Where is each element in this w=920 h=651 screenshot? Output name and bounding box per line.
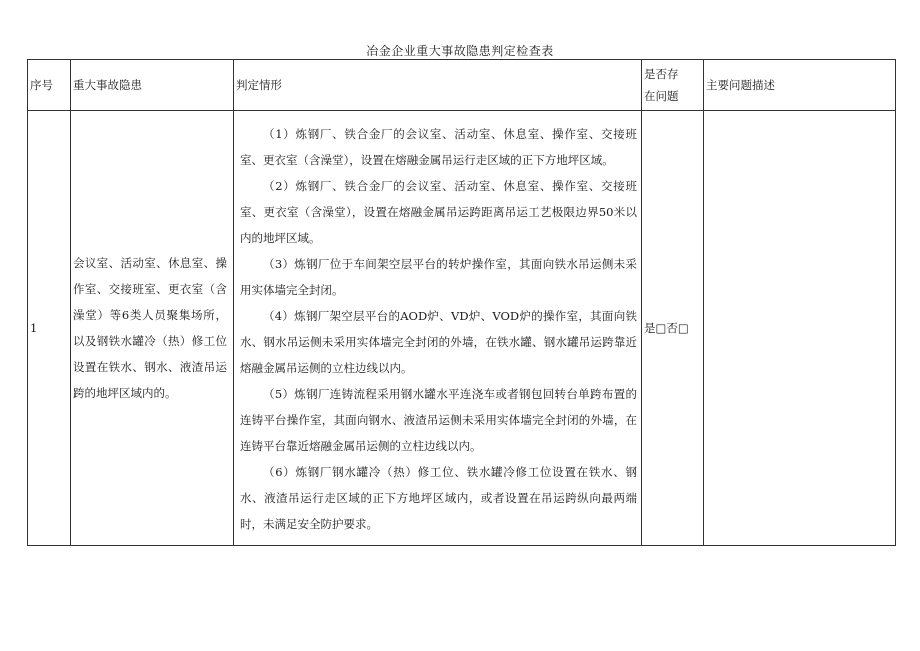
header-exists-line1: 是否存 xyxy=(644,67,679,81)
table-header-row xyxy=(28,60,896,111)
hazard-checklist-table xyxy=(27,59,896,546)
criteria-item-6: （6）炼钢厂钢水罐冷（热）修工位、铁水罐冷修工位设置在铁水、钢水、液渣吊运行走区域的正下方地坪区域内，或者设置在吊运跨纵向最两端时，未满足安全防护要求。 xyxy=(240,465,637,531)
header-description: 主要问题描述 xyxy=(704,60,896,111)
table-row xyxy=(28,111,896,546)
row-hazard: 会议室、活动室、休息室、操作室、交接班室、更衣室（含澡堂）等6类人员聚集场所，以及钢铁水罐冷（热）修工位设置在铁水、钢水、液渣吊运跨的地坪区域内的。 xyxy=(71,111,234,546)
criteria-item-2: （2）炼钢厂、铁合金厂的会议室、活动室、休息室、操作室、交接班室、更衣室（含澡堂），设置在熔融金属吊运跨距离吊运工艺极限边界50米以内的地坪区域。 xyxy=(240,179,637,245)
row-criteria xyxy=(234,111,642,546)
document-title: 冶金企业重大事故隐患判定检查表 xyxy=(366,44,554,58)
criteria-item-4: （4）炼钢厂架空层平台的AOD炉、VD炉、VOD炉的操作室，其面向铁水、钢水吊运侧未采用实体墙完全封闭的外墙，在铁水罐、钢水罐吊运跨靠近熔融金属吊运侧的立柱边线以内。 xyxy=(240,309,637,375)
row-seq: 1 xyxy=(28,111,71,546)
header-hazard: 重大事故隐患 xyxy=(71,60,234,111)
row-description[interactable] xyxy=(704,111,896,546)
header-exists-line2: 在问题 xyxy=(644,89,679,103)
header-criteria: 判定情形 xyxy=(234,60,642,111)
criteria-item-3: （3）炼钢厂位于车间架空层平台的转炉操作室，其面向铁水吊运侧未采用实体墙完全封闭。 xyxy=(240,257,637,297)
header-seq: 序号 xyxy=(28,60,71,111)
header-exists xyxy=(642,60,704,111)
row-exists-checkbox[interactable]: 是□否□ xyxy=(642,111,704,546)
criteria-item-5: （5）炼钢厂连铸流程采用钢水罐水平连浇车或者钢包回转台单跨布置的连铸平台操作室，其面向钢水、液渣吊运侧未采用实体墙完全封闭的外墙，在连铸平台靠近熔融金属吊运侧的立柱边线以内。 xyxy=(240,387,637,453)
criteria-item-1: （1）炼钢厂、铁合金厂的会议室、活动室、休息室、操作室、交接班室、更衣室（含澡堂），设置在熔融金属吊运行走区域的正下方地坪区域。 xyxy=(240,127,637,167)
